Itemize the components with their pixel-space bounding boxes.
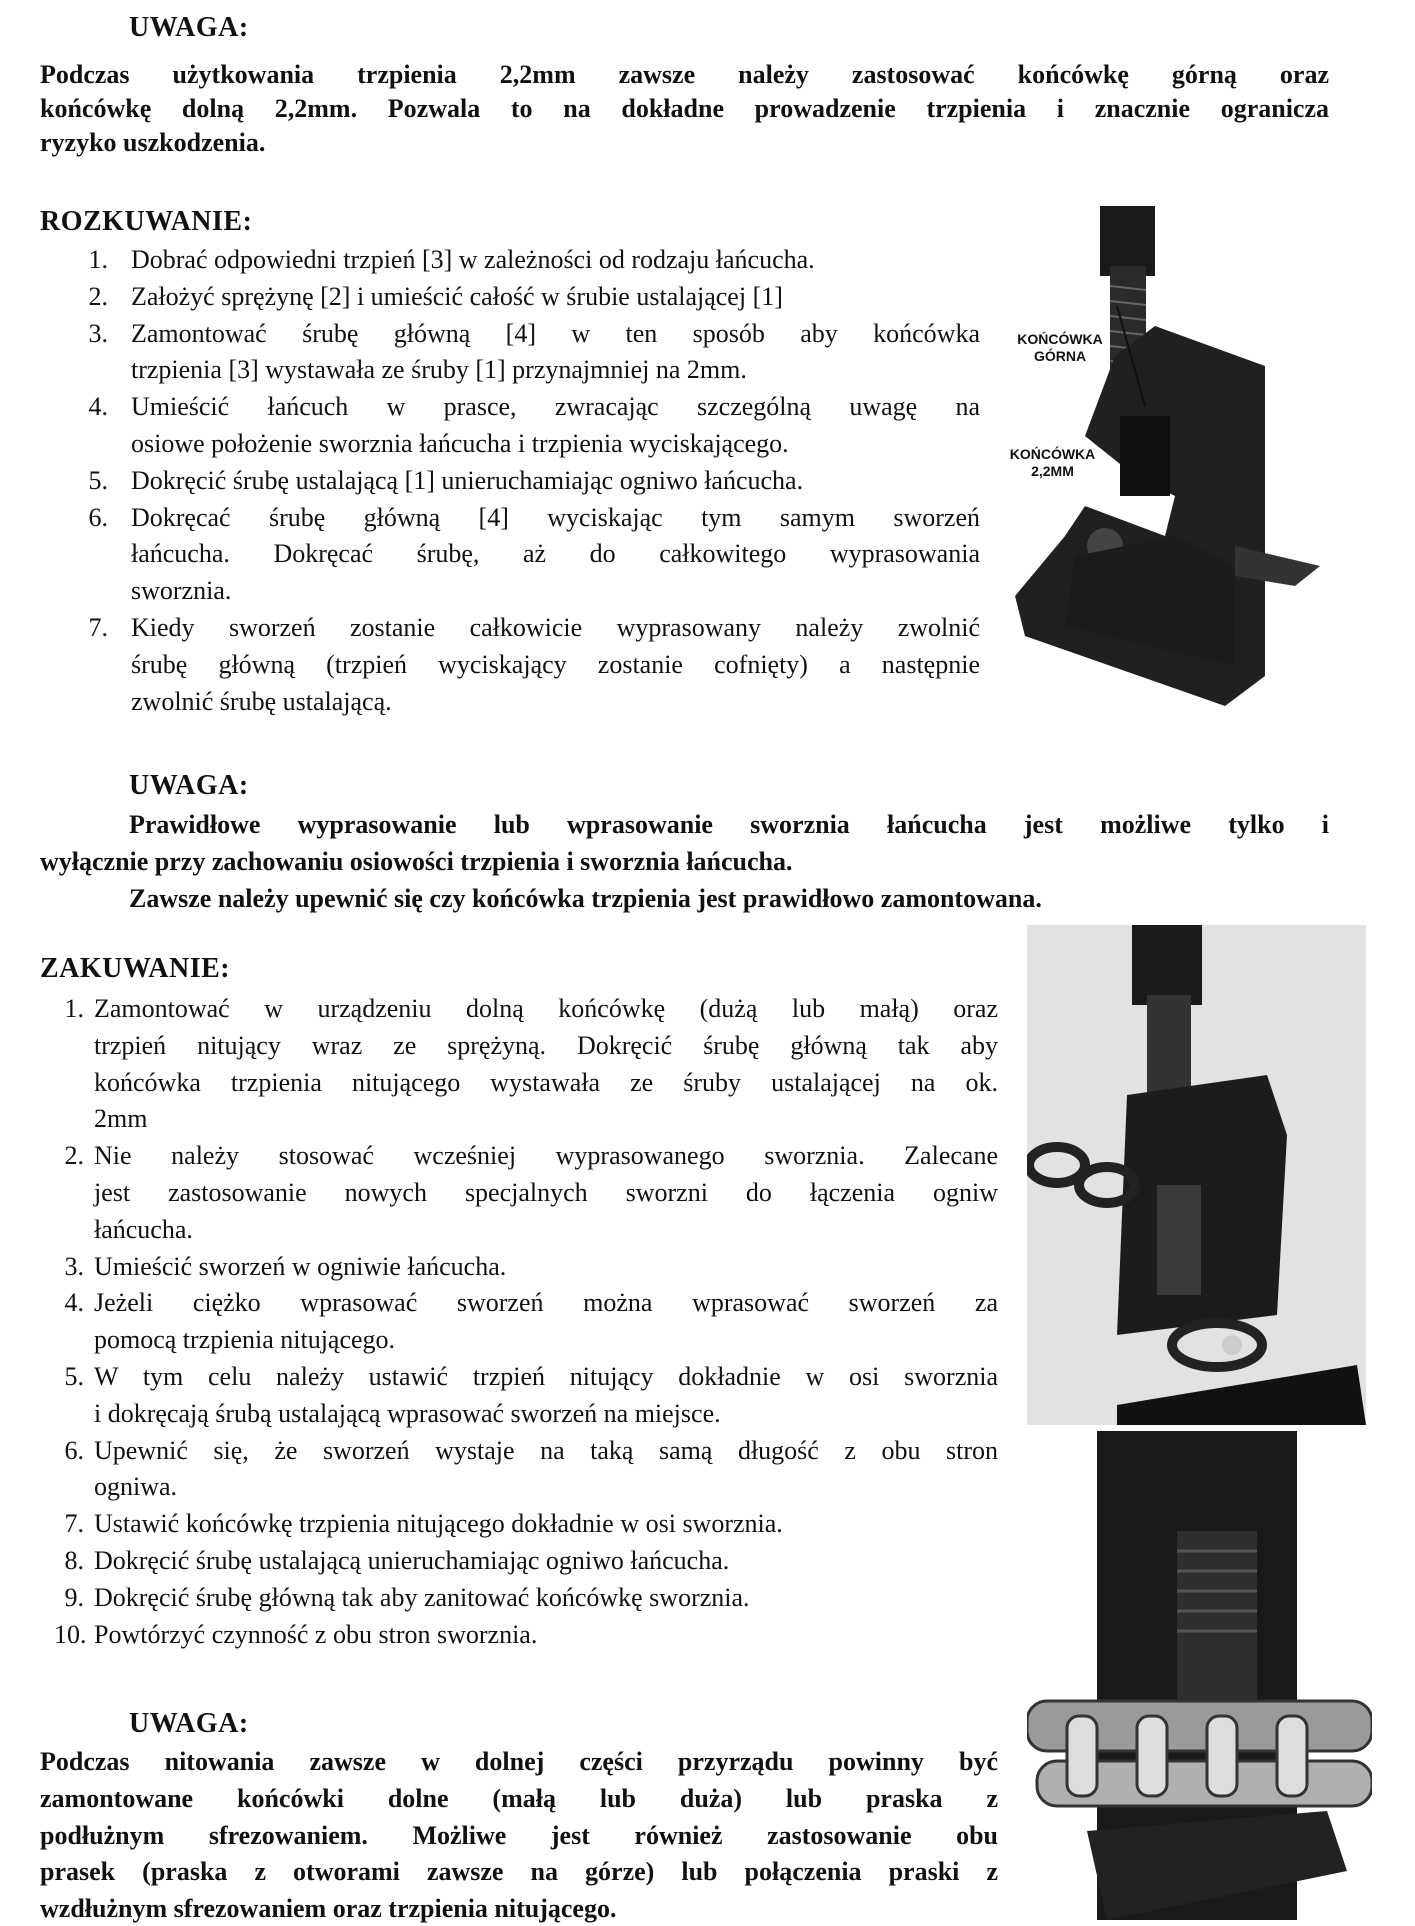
list-item-number: 6. (88, 502, 108, 532)
chain-tool-image-3 (1027, 1431, 1372, 1920)
label-upper-tip-line1: KOŃCÓWKA (1017, 331, 1103, 347)
list-item-line: Nie należy stosować wcześniej wyprasowanego sworznia. Zalecane (94, 1141, 998, 1171)
list-item-line: osiowe położenie sworznia łańcucha i trzpienia wyciskającego. (131, 429, 789, 458)
paragraph-line: Zawsze należy upewnić się czy końcówka trzpienia jest prawidłowo zamontowana. (129, 884, 1042, 913)
list-item-line: Umieścić łańcuch w prasce, zwracając szczególną uwagę na (131, 392, 980, 422)
label-tip-line1: KOŃCÓWKA (1009, 446, 1096, 462)
paragraph-line: Podczas użytkowania trzpienia 2,2mm zawsze należy zastosować końcówkę górną oraz (40, 60, 1329, 89)
list-item-line: łańcucha. (94, 1214, 193, 1244)
chain-tool-image-1 (1005, 206, 1366, 731)
list-item-line: końcówka trzpienia nitującego wystawała ze śruby ustalającej na ok. (94, 1067, 998, 1097)
list-item-number: 9. (64, 1582, 84, 1612)
list-item-number: 4. (88, 392, 108, 422)
list-item-line: Założyć sprężynę [2] i umieścić całość w śrubie ustalającej [1] (131, 281, 783, 311)
list-item-line: Zamontować w urządzeniu dolną końcówkę (dużą lub małą) oraz (94, 994, 998, 1023)
list-item-number: 10. (54, 1619, 87, 1649)
list-item-line: pomocą trzpienia nitującego. (94, 1325, 396, 1355)
list-item-line: Ustawić końcówkę trzpienia nitującego dokładnie w osi sworznia. (94, 1509, 783, 1539)
list-item-number: 7. (88, 613, 108, 642)
list-item-number: 3. (88, 318, 108, 348)
list-item-line: Kiedy sworzeń zostanie całkowicie wyprasowany należy zwolnić (131, 613, 980, 642)
list-item-line: sworznia. (131, 576, 232, 606)
list-item-number: 2. (64, 1141, 84, 1171)
list-item-line: Zamontować śrubę główną [4] w ten sposób aby końcówka (131, 318, 980, 348)
list-item-line: Powtórzyć czynność z obu stron sworznia. (94, 1619, 538, 1649)
paragraph-line: ryzyko uszkodzenia. (40, 128, 266, 157)
paragraph-line: wzdłużnym sfrezowaniem oraz trzpienia nitującego. (40, 1894, 617, 1924)
note2-title: UWAGA: (129, 770, 249, 801)
label-tip-line2: 2,2MM (1031, 463, 1074, 479)
list-item-number: 2. (88, 281, 108, 311)
paragraph-line: zamontowane końcówki dolne (małą lub duża) lub praska z (40, 1783, 998, 1813)
paragraph-line: Prawidłowe wyprasowanie lub wprasowanie sworznia łańcucha jest możliwe tylko i (129, 810, 1329, 839)
list-item-line: łańcucha. Dokręcać śrubę, aż do całkowitego wyprasowania (131, 539, 980, 569)
list-item-line: W tym celu należy ustawić trzpień nitujący dokładnie w osi sworznia (94, 1362, 998, 1391)
list-item-number: 5. (64, 1362, 84, 1391)
list-item-line: trzpienia [3] wystawała ze śruby [1] przynajmniej na 2mm. (131, 355, 747, 385)
list-item-line: śrubę główną (trzpień wyciskający zostanie cofnięty) a następnie (131, 649, 980, 679)
list-item-line: trzpień nitujący wraz ze sprężyną. Dokręcić śrubę główną tak aby (94, 1030, 998, 1060)
list-item-line: 2mm (94, 1104, 148, 1134)
list-item-line: jest zastosowanie nowych specjalnych sworzni do łączenia ogniw (94, 1178, 998, 1207)
paragraph-line: podłużnym sfrezowaniem. Możliwe jest również zastosowanie obu (40, 1820, 998, 1850)
list-item-line: Dokręcać śrubę główną [4] wyciskając tym samym sworzeń (131, 502, 980, 532)
list-item-number: 1. (88, 245, 108, 274)
label-upper-tip-line2: GÓRNA (1033, 348, 1087, 364)
list-item-number: 6. (64, 1435, 84, 1465)
chain-tool-image-2 (1027, 925, 1366, 1425)
paragraph-line: wyłącznie przy zachowaniu osiowości trzpienia i sworznia łańcucha. (40, 847, 793, 876)
list-item-line: Umieścić sworzeń w ogniwie łańcucha. (94, 1251, 507, 1281)
list-item-number: 1. (64, 994, 84, 1023)
list-item-number: 3. (64, 1251, 84, 1281)
label-tip-2-2mm (1005, 446, 1100, 480)
list-item-number: 5. (88, 465, 108, 495)
note3-title: UWAGA: (129, 1708, 249, 1739)
zakuwanie-title: ZAKUWANIE: (40, 953, 231, 984)
list-item-line: ogniwa. (94, 1472, 178, 1502)
paragraph-line: Podczas nitowania zawsze w dolnej części przyrządu powinny być (40, 1747, 998, 1776)
rozkuwanie-title: ROZKUWANIE: (40, 206, 253, 237)
list-item-line: Upewnić się, że sworzeń wystaje na taką samą długość z obu stron (94, 1435, 998, 1465)
list-item-line: Jeżeli ciężko wprasować sworzeń można wprasować sworzeń za (94, 1288, 998, 1318)
list-item-line: Dokręcić śrubę główną tak aby zanitować końcówkę sworznia. (94, 1582, 750, 1612)
list-item-line: Dokręcić śrubę ustalającą unieruchamiając ogniwo łańcucha. (94, 1546, 730, 1575)
paragraph-line: końcówkę dolną 2,2mm. Pozwala to na dokładne prowadzenie trzpienia i znacznie ogranicza (40, 94, 1329, 123)
list-item-line: zwolnić śrubę ustalającą. (131, 686, 392, 716)
list-item-line: i dokręcają śrubą ustalającą wprasować sworzeń na miejsce. (94, 1398, 721, 1428)
list-item-number: 4. (64, 1288, 84, 1318)
list-item-number: 7. (64, 1509, 84, 1539)
label-upper-tip (1010, 331, 1110, 365)
list-item-number: 8. (64, 1546, 84, 1575)
list-item-line: Dobrać odpowiedni trzpień [3] w zależności od rodzaju łańcucha. (131, 245, 815, 274)
paragraph-line: prasek (praska z otworami zawsze na górze) lub połączenia praski z (40, 1857, 998, 1887)
note1-title: UWAGA: (129, 12, 249, 43)
list-item-line: Dokręcić śrubę ustalającą [1] unieruchamiając ogniwo łańcucha. (131, 465, 804, 495)
